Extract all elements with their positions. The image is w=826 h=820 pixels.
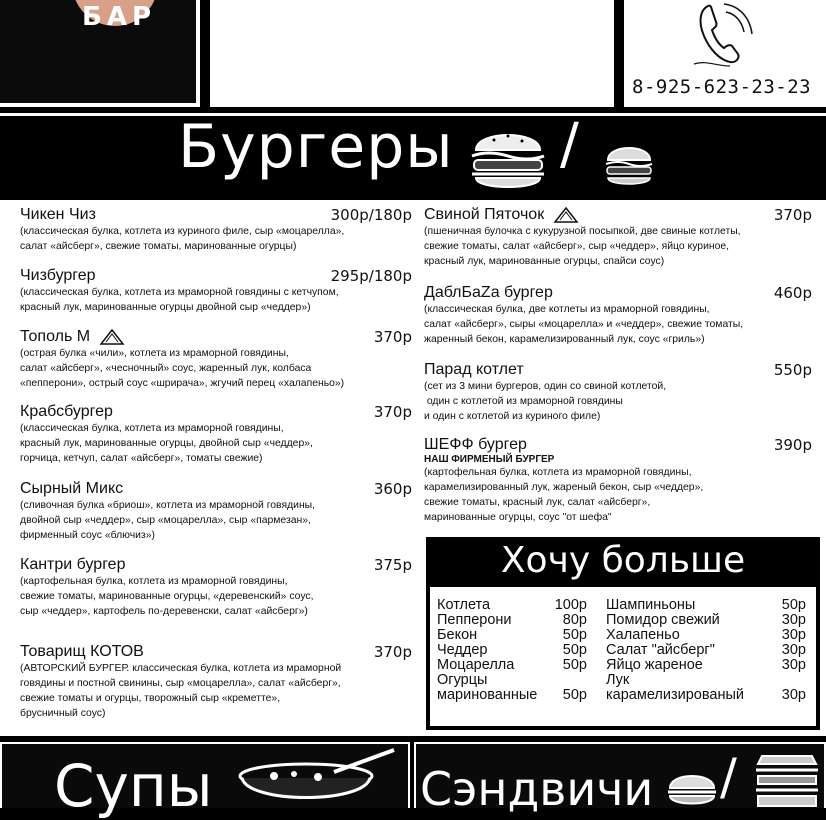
extra-name: Помидор свежий bbox=[606, 612, 720, 628]
item-name: Крабсбургер bbox=[20, 403, 113, 420]
item-price: 390р bbox=[773, 436, 812, 454]
item-desc: (сливочная булка «бриош», котлета из мраморной говядины, bbox=[20, 500, 316, 511]
extra-price: 30р bbox=[781, 642, 806, 658]
item-desc: (пшеничная булочка с кукурузной посыпкой, две свиные котлеты, bbox=[424, 226, 741, 237]
item-price: 370р bbox=[773, 206, 812, 224]
extras-left-list bbox=[437, 598, 587, 710]
item-desc: брусничный соус) bbox=[20, 708, 106, 719]
extra-name: карамелизированый bbox=[606, 687, 744, 703]
phone-icon bbox=[686, 0, 756, 70]
sandwiches-title: Сэндвичи bbox=[420, 762, 654, 816]
item-desc: жаренный бекон, карамелизированный лук, соус «гриль») bbox=[424, 334, 705, 345]
extra-price: 50р bbox=[562, 687, 587, 703]
spicy-triangle-icon bbox=[99, 328, 125, 346]
item-desc: салат «айсберг», «чесночный» соус, жаренный лук, колбаса bbox=[20, 363, 312, 374]
item-desc: фирменный соус «блючиз») bbox=[20, 530, 155, 541]
item-desc: красный лук, маринованные огурцы двойной сыр «чеддер») bbox=[20, 302, 311, 313]
section-slash: / bbox=[560, 112, 579, 177]
item-desc: сыр «чеддер», картофель по-деревенски, салат «айсберг») bbox=[20, 606, 308, 617]
item-name: Чизбургер bbox=[20, 267, 96, 284]
extra-price: 50р bbox=[562, 627, 587, 643]
item-price: 460р bbox=[773, 284, 812, 302]
extra-name: Яйцо жареное bbox=[606, 657, 703, 673]
extra-price: 50р bbox=[562, 642, 587, 658]
extra-name: Бекон bbox=[437, 627, 478, 643]
extra-price: 80р bbox=[562, 612, 587, 628]
item-desc: карамелизированный лук, жареный бекон, сыр «чеддер», bbox=[424, 482, 704, 493]
item-desc: свежие томаты, салат «айсберг», сыр «чеддер», яйцо куриное, bbox=[424, 241, 730, 252]
logo-text: БАР bbox=[82, 2, 156, 32]
extra-price: 50р bbox=[781, 597, 806, 613]
item-desc: салат «айсберг», сыры «моцарелла» и «чеддер», свежие томаты, bbox=[424, 319, 744, 330]
item-price: 550р bbox=[773, 361, 812, 379]
extra-name: маринованные bbox=[437, 687, 538, 703]
item-desc: красный лук, маринованные огурцы, спайси соус) bbox=[424, 256, 665, 267]
item-name: Товарищ КОТОВ bbox=[20, 643, 144, 660]
phone-number[interactable]: 8-925-623-23-23 bbox=[632, 76, 812, 98]
spicy-triangle-icon bbox=[553, 206, 579, 224]
menu-item bbox=[424, 284, 812, 347]
item-price: 370р bbox=[373, 328, 412, 346]
extra-name: Лук bbox=[606, 672, 630, 688]
menu-item bbox=[20, 556, 412, 619]
sandwiches-slash: / bbox=[720, 748, 737, 806]
menu-item bbox=[424, 361, 812, 424]
item-name: Парад котлет bbox=[424, 361, 524, 378]
item-price: 375р bbox=[373, 556, 412, 574]
item-desc: и один с котлетой из куриного филе) bbox=[424, 411, 601, 422]
extra-price: 50р bbox=[562, 657, 587, 673]
item-desc: (АВТОРСКИЙ БУРГЕР. классическая булка, котлета из мраморной bbox=[20, 663, 342, 674]
menu-item bbox=[20, 643, 412, 721]
extras-title: Хочу больше bbox=[500, 540, 746, 581]
item-desc: (классическая булка, котлета из мраморной говядины с кетчупом, bbox=[20, 287, 339, 298]
sandwich-icon bbox=[666, 770, 718, 808]
item-price: 300р/180р bbox=[330, 206, 412, 224]
item-name: Сырный Микс bbox=[20, 480, 124, 497]
item-desc: свежие томаты, красный лук, салат «айсберг», bbox=[424, 497, 651, 508]
item-subtitle: НАШ ФИРМЕНЫЙ БУРГЕР bbox=[424, 454, 555, 465]
extra-price: 30р bbox=[781, 612, 806, 628]
extra-name: Моцарелла bbox=[437, 657, 515, 673]
sandwich-stack-icon bbox=[752, 752, 822, 808]
extra-name: Чеддер bbox=[437, 642, 488, 658]
extras-right-list bbox=[606, 598, 806, 710]
item-price: 360р bbox=[373, 480, 412, 498]
item-desc: красный лук, маринованные огурцы, двойной сыр «чеддер», bbox=[20, 438, 313, 449]
extra-name: Салат "айсберг" bbox=[606, 642, 715, 658]
burger-small-icon bbox=[602, 140, 656, 188]
item-desc: горчица, кетчуп, салат «айсберг», томаты свежие) bbox=[20, 453, 263, 464]
item-desc: салат «айсберг», свежие томаты, маринованные огурцы) bbox=[20, 241, 297, 252]
burger-icon bbox=[468, 120, 548, 194]
item-name: ДаблБаZа бургер bbox=[424, 284, 553, 301]
item-desc: (картофельная булка, котлета из мраморной говядины, bbox=[20, 576, 288, 587]
item-name: Тополь М bbox=[20, 328, 91, 346]
menu-item bbox=[424, 436, 812, 525]
extra-name: Халапеньо bbox=[606, 627, 680, 643]
item-desc: «пепперони», острый соус «шрирача», жгучий перец «халапеньо») bbox=[20, 378, 345, 389]
item-name: Чикен Чиз bbox=[20, 206, 96, 223]
section-title: Бургеры bbox=[178, 112, 454, 182]
item-name: ШЕФФ бургер bbox=[424, 436, 527, 453]
extra-price: 30р bbox=[781, 627, 806, 643]
extra-name: Шампиньоны bbox=[606, 597, 696, 613]
menu-item bbox=[424, 206, 812, 269]
item-desc: (острая булка «чили», котлета из мраморной говядины, bbox=[20, 348, 289, 359]
soup-bowl-icon bbox=[234, 746, 404, 808]
extra-price: 30р bbox=[781, 657, 806, 673]
item-desc: один с котлетой из мраморной говядины bbox=[424, 396, 623, 407]
soups-title: Супы bbox=[54, 752, 213, 820]
item-desc: свежие томаты и огурцы, творожный сыр «креметте», bbox=[20, 693, 281, 704]
menu-item bbox=[20, 328, 412, 391]
item-price: 295р/180р bbox=[330, 267, 412, 285]
item-desc: (картофельная булка, котлета из мраморной говядины, bbox=[424, 467, 692, 478]
item-name: Кантри бургер bbox=[20, 556, 126, 573]
extra-price: 30р bbox=[781, 687, 806, 703]
item-desc: (классическая булка, две котлеты из мраморной говядины, bbox=[424, 304, 710, 315]
item-desc: говядины и постной свинины, сыр «моцарелла», салат «айсберг», bbox=[20, 678, 341, 689]
menu-item bbox=[20, 206, 412, 254]
item-desc: двойной сыр «чеддер», сыр «моцарелла», сыр «пармезан», bbox=[20, 515, 311, 526]
extra-name: Котлета bbox=[437, 597, 491, 613]
item-price: 370р bbox=[373, 643, 412, 661]
item-name: Свиной Пяточок bbox=[424, 206, 545, 224]
top-blank-panel bbox=[210, 0, 614, 107]
menu-item bbox=[20, 480, 412, 543]
item-desc: (сет из 3 мини бургеров, один со свиной котлетой, bbox=[424, 381, 667, 392]
item-desc: маринованные огурцы, соус "от шефа" bbox=[424, 512, 612, 523]
extra-price: 100р bbox=[554, 597, 587, 613]
item-desc: (классическая булка, котлета из куриного филе, сыр «моцарелла», bbox=[20, 226, 345, 237]
item-desc: (классическая булка, котлета из мраморной говядины, bbox=[20, 423, 284, 434]
extra-name: Огурцы bbox=[437, 672, 488, 688]
item-desc: свежие томаты, маринованные огурцы, «деревенский» соус, bbox=[20, 591, 314, 602]
item-price: 370р bbox=[373, 403, 412, 421]
menu-item bbox=[20, 267, 412, 315]
menu-item bbox=[20, 403, 412, 466]
extra-name: Пепперони bbox=[437, 612, 512, 628]
